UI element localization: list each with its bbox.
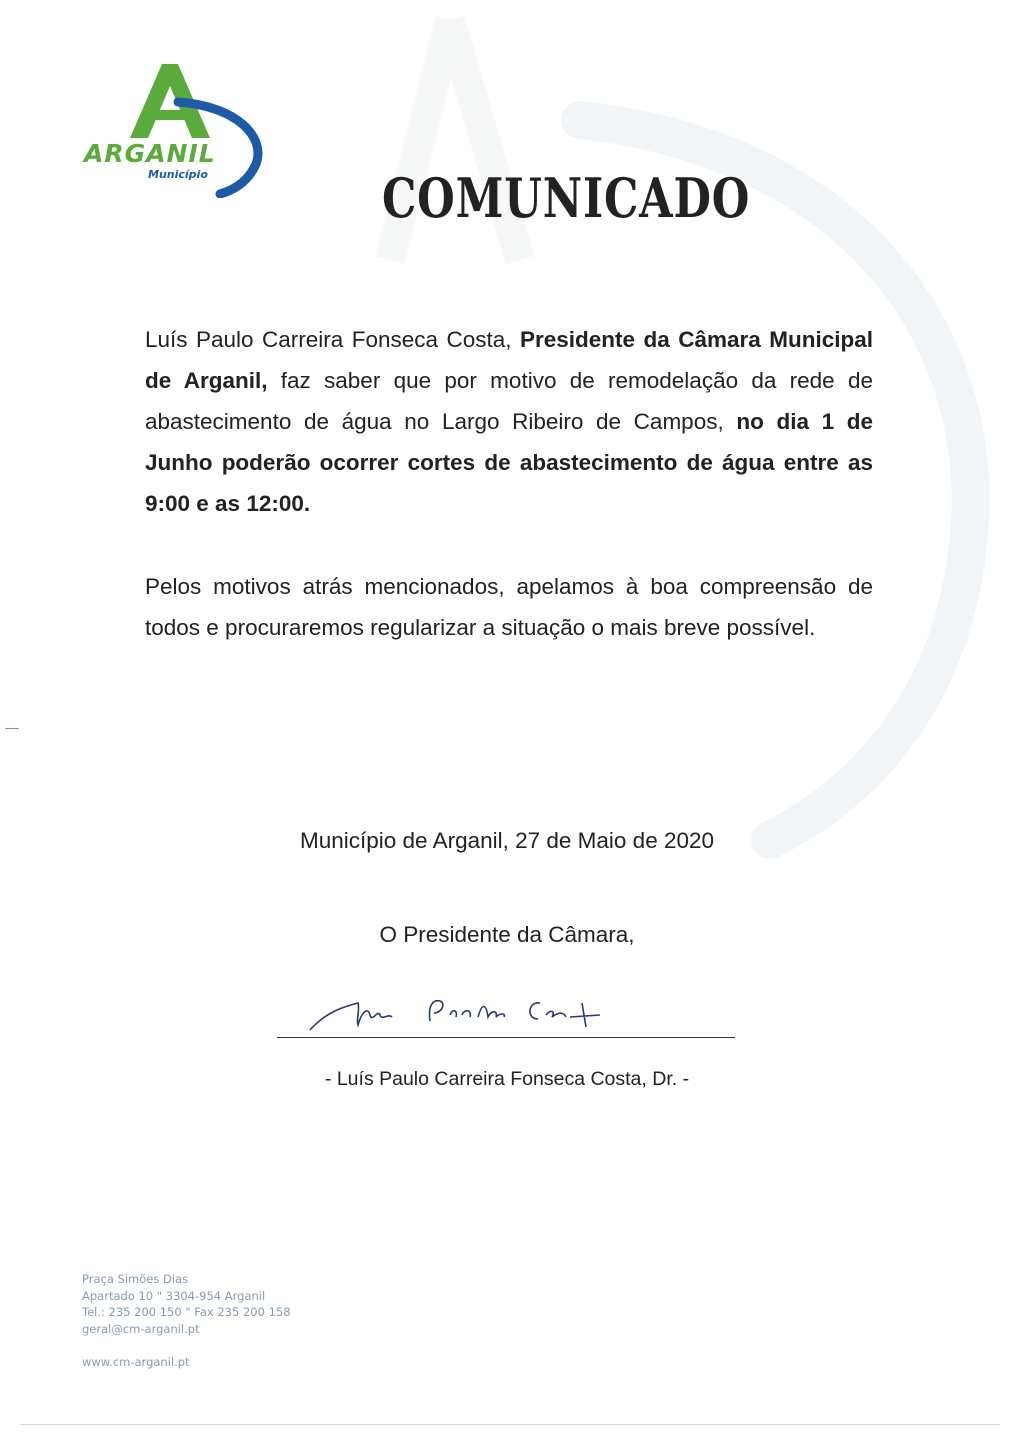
margin-mark	[5, 728, 19, 729]
paragraph-text: Luís Paulo Carreira Fonseca Costa,	[145, 327, 520, 352]
footer-contact	[82, 1271, 291, 1371]
footer-address: Praça Simões Dias	[82, 1272, 189, 1286]
logo-name: ARGANIL	[84, 139, 216, 168]
handwritten-signature-icon	[300, 985, 620, 1040]
footer-website[interactable]: www.cm-arganil.pt	[82, 1355, 190, 1369]
footer-phone: Tel.: 235 200 150 " Fax 235 200 158	[82, 1305, 291, 1319]
bottom-divider	[20, 1424, 1000, 1425]
logo-subtitle: Município	[148, 168, 208, 181]
president-label: O Presidente da Câmara,	[379, 922, 635, 947]
closing-paragraph: Pelos motivos atrás mencionados, apelamos à boa compreensão de todos e procuraremos regularizar a situação o mais breve possível.	[145, 574, 873, 640]
announcement-paragraph	[145, 319, 873, 524]
footer-postal: Apartado 10 " 3304-954 Arganil	[82, 1288, 266, 1303]
footer-email[interactable]: geral@cm-arganil.pt	[82, 1321, 200, 1336]
paragraph-text: faz saber que por motivo de remodelação da rede de abastecimento de água no Largo Ribeiro de Campos,	[145, 368, 873, 434]
signature-line	[277, 1037, 735, 1038]
page-title: COMUNICADO	[382, 166, 751, 230]
signer-name: - Luís Paulo Carreira Fonseca Costa, Dr. -	[324, 1068, 690, 1090]
paragraph-bold-text: Presidente da Câmara Municipal de Arganil,	[145, 327, 873, 393]
paragraph-bold-text: no dia 1 de Junho poderão ocorrer cortes de abastecimento de água entre as 9:00 e as 12:00.	[145, 409, 873, 516]
date-line: Município de Arganil, 27 de Maio de 2020	[299, 828, 715, 853]
